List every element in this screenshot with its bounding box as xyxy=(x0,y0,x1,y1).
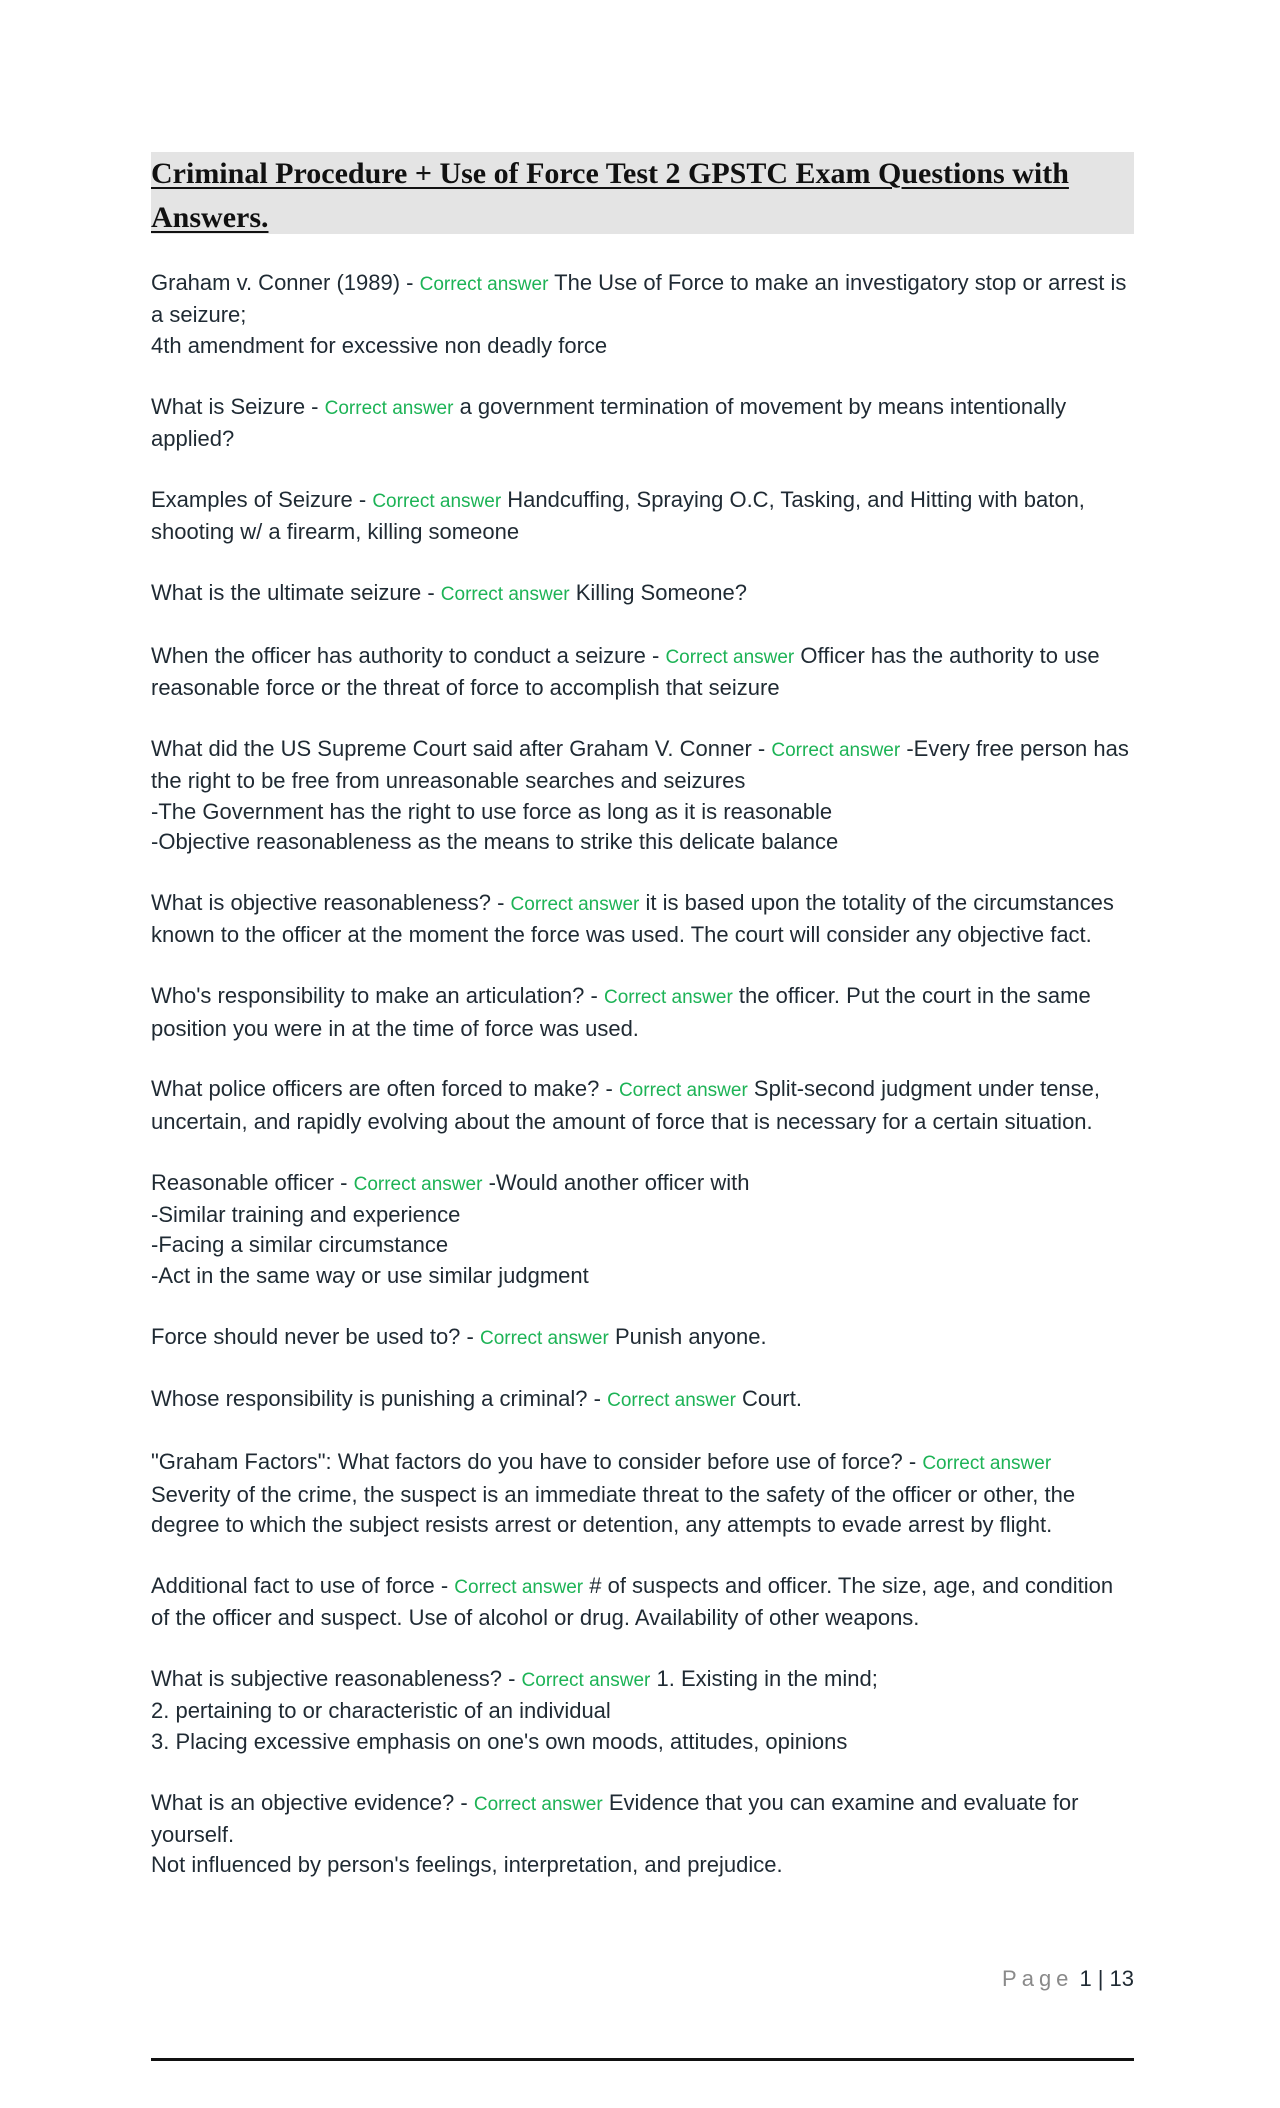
question-text: What is objective reasonableness? xyxy=(151,890,491,916)
correct-answer-label: Correct answer xyxy=(372,490,502,512)
answer-text: the officer. Put the court in the same position you were in at the time of force was used. xyxy=(151,983,1091,1041)
answer-text: Officer has the authority to use reasonable force or the threat of force to accomplish that seizure xyxy=(151,642,1100,701)
qa-item xyxy=(151,641,1134,704)
total-pages: 13 xyxy=(1109,1966,1134,1991)
qa-list xyxy=(151,268,1134,1911)
answer-text: a government termination of movement by means intentionally applied? xyxy=(151,393,1067,452)
footer-rule xyxy=(151,2058,1134,2061)
question-separator: - xyxy=(305,393,325,419)
answer-text: The Use of Force to make an investigatory stop or arrest is a seizure; 4th amendment for excessive non deadly force xyxy=(151,270,1127,358)
question-separator: - xyxy=(501,1666,522,1692)
question-separator: - xyxy=(352,486,373,512)
qa-item xyxy=(151,1447,1134,1540)
correct-answer-label: Correct answer xyxy=(479,1327,609,1349)
question-text: What is Seizure xyxy=(151,393,306,419)
answer-text: -Would another officer with -Similar training and experience -Facing a similar circumstance -Act in the same way or use similar judgment xyxy=(151,1169,750,1288)
qa-item xyxy=(151,981,1134,1044)
correct-answer-label: Correct answer xyxy=(922,1453,1052,1475)
correct-answer-label: Correct answer xyxy=(473,1793,603,1815)
correct-answer-label: Correct answer xyxy=(618,1080,748,1102)
qa-item xyxy=(151,734,1134,858)
question-separator: - xyxy=(421,580,441,606)
qa-item xyxy=(151,1074,1134,1137)
question-separator: - xyxy=(751,736,772,762)
correct-answer-label: Correct answer xyxy=(603,987,733,1009)
answer-text: # of suspects and officer. The size, age, and condition of the officer and suspect. Use of alcohol or drug. Availability of other weapons. xyxy=(151,1572,1114,1631)
correct-answer-label: Correct answer xyxy=(521,1670,651,1692)
question-text: Force should never be used to? xyxy=(151,1323,461,1349)
answer-text: Evidence that you can examine and evaluate for yourself. Not influenced by person's feelings, interpretation, and prejudice. xyxy=(151,1789,1079,1878)
correct-answer-label: Correct answer xyxy=(324,397,454,419)
question-text: What is an objective evidence? xyxy=(151,1789,455,1815)
question-separator: - xyxy=(645,642,666,668)
question-text: When the officer has authority to conduct a seizure xyxy=(151,642,646,668)
qa-item xyxy=(151,268,1134,361)
answer-text: 1. Existing in the mind; 2. pertaining to or characteristic of an individual 3. Placing excessive emphasis on one's own moods, attitudes, opinions xyxy=(151,1666,878,1754)
answer-text: Split-second judgment under tense, uncertain, and rapidly evolving about the amount of force that is necessary for a certain situation. xyxy=(151,1076,1101,1134)
answer-text: Punish anyone. xyxy=(614,1323,767,1349)
page-divider: | xyxy=(1097,1966,1104,1991)
question-text: What police officers are often forced to make? xyxy=(151,1076,600,1102)
correct-answer-label: Correct answer xyxy=(353,1173,483,1195)
question-separator: - xyxy=(902,1449,923,1475)
question-separator: - xyxy=(599,1076,619,1102)
qa-item xyxy=(151,1168,1134,1292)
question-separator: - xyxy=(454,1789,474,1815)
page-footer xyxy=(1002,1966,1134,1992)
qa-item xyxy=(151,1788,1134,1881)
qa-item xyxy=(151,392,1134,455)
document-title: Criminal Procedure + Use of Force Test 2 GPSTC Exam Questions with Answers. xyxy=(151,157,1069,234)
correct-answer-label: Correct answer xyxy=(665,646,795,668)
qa-item xyxy=(151,485,1134,548)
question-text: Additional fact to use of force xyxy=(151,1572,435,1598)
question-text: What is the ultimate seizure xyxy=(151,580,422,606)
question-separator: - xyxy=(587,1386,608,1412)
question-text: Graham v. Conner (1989) xyxy=(151,270,401,295)
qa-item xyxy=(151,1322,1134,1354)
question-separator: - xyxy=(490,890,511,916)
qa-item xyxy=(151,1384,1134,1416)
qa-item xyxy=(151,578,1134,610)
question-text: What did the US Supreme Court said after Graham V. Conner xyxy=(151,736,752,762)
answer-text: Handcuffing, Spraying O.C, Tasking, and Hitting with baton, shooting w/ a firearm, killing someone xyxy=(151,486,1085,545)
qa-item xyxy=(151,1571,1134,1634)
qa-item xyxy=(151,888,1134,951)
question-text: "Graham Factors": What factors do you have to consider before use of force? xyxy=(151,1449,903,1475)
question-separator: - xyxy=(460,1323,480,1349)
correct-answer-label: Correct answer xyxy=(510,894,640,916)
correct-answer-label: Correct answer xyxy=(454,1576,584,1598)
page-word: Page xyxy=(1002,1966,1074,1991)
question-text: What is subjective reasonableness? xyxy=(151,1666,502,1692)
question-separator: - xyxy=(584,983,604,1009)
question-separator: - xyxy=(334,1169,354,1195)
question-separator: - xyxy=(434,1572,455,1598)
answer-text: it is based upon the totality of the circumstances known to the officer at the moment the force was used. The court will consider any objective fact. xyxy=(151,890,1114,948)
question-text: Whose responsibility is punishing a criminal? xyxy=(151,1386,588,1412)
question-text: Reasonable officer xyxy=(151,1169,335,1195)
question-separator: - xyxy=(400,270,420,295)
answer-text: Severity of the crime, the suspect is an immediate threat to the safety of the officer or other, the degree to which the subject resists arrest or detention, any attempts to evade arrest by flight. xyxy=(151,1481,1076,1538)
answer-text: Court. xyxy=(742,1386,802,1412)
correct-answer-label: Correct answer xyxy=(440,584,570,606)
answer-text: Killing Someone? xyxy=(575,580,747,606)
question-text: Examples of Seizure xyxy=(151,486,353,512)
correct-answer-label: Correct answer xyxy=(771,740,901,762)
answer-text: -Every free person has the right to be free from unreasonable searches and seizures -The Government has the right to use force as long as it is reasonable -Objective reasonableness as the means to strike this delicate balance xyxy=(151,736,1129,855)
correct-answer-label: Correct answer xyxy=(419,274,549,295)
qa-item xyxy=(151,1664,1134,1757)
page-number: 1 xyxy=(1079,1966,1092,1991)
question-text: Who's responsibility to make an articulation? xyxy=(151,983,585,1009)
correct-answer-label: Correct answer xyxy=(607,1390,736,1412)
